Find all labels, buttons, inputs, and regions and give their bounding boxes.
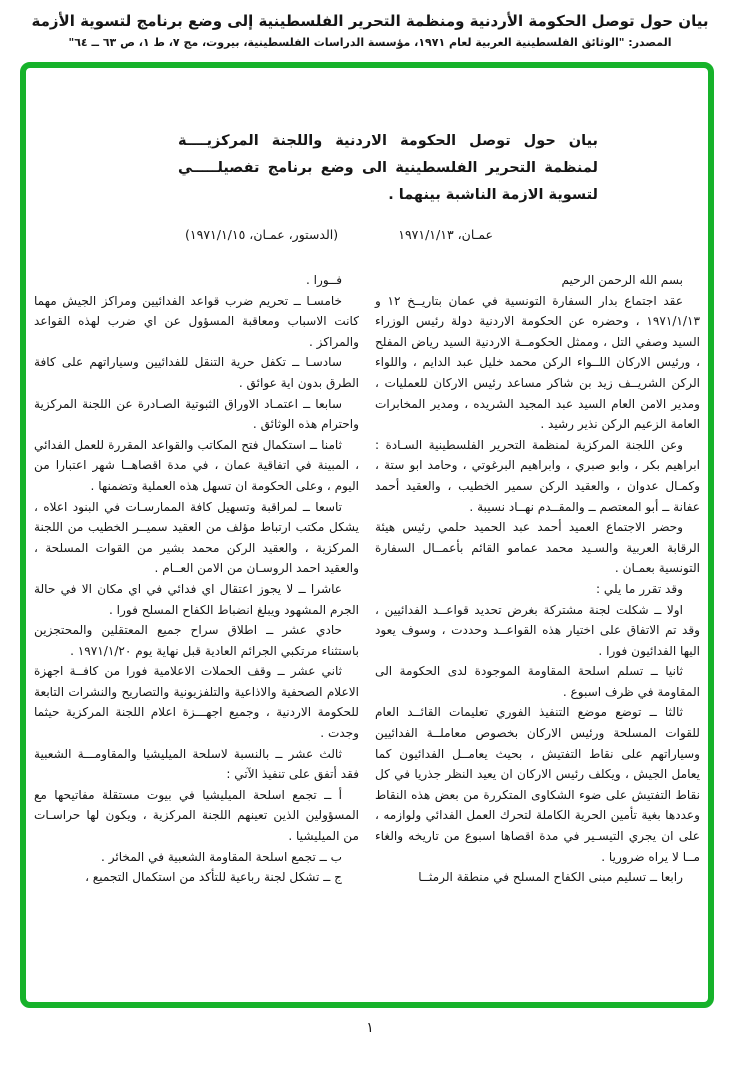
paragraph: ثامنا ــ استكمال فتح المكاتب والقواعد المقررة للعمل الفدائي ، المبينة في اتفاقية عمان ، في مدة اقصاهــا شهر اعتبارا من اليوم ، وعلى الحكومة ان تسهل هذه العملية وتضمنها . <box>34 437 359 493</box>
document-title-line-2: لمنظمة التحرير الفلسطينية الى وضع برنامج تفصيلـــــي <box>178 160 598 176</box>
column-left <box>34 270 359 888</box>
paragraph: سابعا ــ اعتمـاد الاوراق الثبوتية الصـادرة عن اللجنة المركزية واحترام هذه الوثائق . <box>34 396 359 432</box>
paragraph: تاسعا ــ لمراقبة وتسهيل كافة الممارسـات في البنود اعلاه ، يشكل مكتب ارتباط مؤلف من العقيد سميــر الخطيب من اللجنة المركزية ، والعقيد الركن محمد بشير من القوات المسلحة ، والعقيد احمد الروسـان من الامن العــام . <box>34 499 359 576</box>
paragraph: اولا ــ شكلت لجنة مشتركة بغرض تحديد قواعــد الفدائيين ، وقد تم الاتفاق على اختيار هذه القواعــد وحددت ، وسوف يعود اليها الفدائيون فورا . <box>375 602 700 658</box>
document-columns <box>26 270 708 888</box>
column-right <box>375 270 700 888</box>
document-frame <box>20 62 714 1008</box>
paragraph: ب ــ تجمع اسلحة المقاومة الشعبية في المخائر . <box>101 849 342 864</box>
paragraph: ثالث عشر ــ بالنسبة لاسلحة الميليشيا والمقاومـــة الشعبية فقد أتفق على تنفيذ الآتي : <box>34 746 359 782</box>
paragraph: عقد اجتماع بدار السفارة التونسية في عمان بتاريــخ ١٢ و ١٩٧١/١/١٣ ، وحضره عن الحكومة الاردنية دولة رئيس الوزراء السيد وصفي التل ، وممثل الحكومــة الاردنية السيد رياض المفلح ، ورئيس الاركان اللــواء الركن محمد خليل عبد الدايم ، واللواء الركن الشريــف زيد بن شاكر مساعد رئيس الاركان للعمليات ، ومدير الامن العام السيد عبد المجيد الشريده ، ومدير المخابرات العامة الزعيم الركن نذير رشيد . <box>375 293 700 432</box>
page-number: ١ <box>366 1020 374 1036</box>
paragraph: رابعا ــ تسليم مبنى الكفاح المسلح في منطقة الرمثــا <box>418 870 683 885</box>
paragraph: عاشرا ــ لا يجوز اعتقال اي فدائي في اي مكان الا في حالة الجرم المشهود ويبلغ انضباط الكفاح المسلح فورا . <box>34 581 359 617</box>
paragraph: خامسـا ــ تحريم ضرب قواعد الفدائيين ومراكز الجيش مهما كانت الاسباب ومعاقبة المسؤول عن اي ضرب لهذه القواعد والمراكز . <box>34 293 359 349</box>
dateline-place-date: عمـان، ١٩٧١/١/١٣ <box>398 227 493 242</box>
paragraph: وعن اللجنة المركزية لمنظمة التحرير الفلسطينية السـادة : ابراهيم بكر ، وابو صبري ، وابراهيم البرغوتي ، وحامد ابو ستة ، وكمـال عدوان ، والعقيد الركن سمير الخطيب ، والعقيد أحمد عفانة ــ أبو المعتصم ــ والمقــدم نهــاد نسيبة . <box>375 437 700 514</box>
paragraph: وقد تقرر ما يلي : <box>595 581 683 596</box>
paragraph: ثاني عشر ــ وقف الحملات الاعلامية فورا من كافــة اجهزة الاعلام الصحفية والاذاعية والتلفزيونية والتصاريح والنشرات التابعة للحكومة الاردنية ، وجميع اجهـــزة اعلام اللجنة المركزية حيثما وجدت . <box>34 664 359 741</box>
document-title-line-3: لتسوية الازمة الناشبة بينهما . <box>388 187 598 203</box>
dateline-newspaper-source: (الدستور، عمـان، ١٩٧١/١/١٥) <box>185 227 339 242</box>
paragraph: أ ــ تجمع اسلحة الميليشيا في بيوت مستقلة مفاتيحها مع المسؤولين الذين تعينهم اللجنة المركزية ، ويكون لها حراسـات من الميليشيا . <box>34 787 359 844</box>
dateline <box>185 227 493 242</box>
paragraph: حادي عشر ــ اطلاق سراح جميع المعتقلين والمحتجزين باستثناء مرتكبي الجرائم العادية قبل نهاية يوم ١٩٧١/١/٢٠ . <box>34 623 359 658</box>
paragraph: ثالثا ــ توضع موضع التنفيذ الفوري تعليمات القائــد العام للقوات المسلحة ورئيس الاركان بخصوص معاملــة الفدائيين وسياراتهم على نقاط التفتيش ، بحيث يعامــل الفدائيون كما يعامل الجيش ، ويكلف رئيس الاركان ان يعيد النظر جذريا في كل نقاط التفتيش على ضوء الشكاوى المتكررة من بعض هذه النقاط وعددها بغية تأمين الحرية الكاملة لتحرك العمل الفدائي ولوازمه ، على ان يجري التيسـير في مدة اقصاها اسبوع من تاريخه والغاء مــا لا يراه ضروريا . <box>375 705 700 864</box>
header-title: بيان حول توصل الحكومة الأردنية ومنظمة التحرير الفلسطينية إلى وضع برنامج لتسوية الأزمة <box>31 12 709 30</box>
header-source: المصدر: "الوثائق الفلسطينية العربية لعام ١٩٧١، مؤسسة الدراسات الفلسطينية، بيروت، مج ٧، ط ١، ص ٦٣ ــ ٦٤" <box>68 36 672 49</box>
paragraph: سادسـا ــ تكفل حرية التنقل للفدائيين وسياراتهم على كافة الطرق بدون اية عوائق . <box>34 355 359 390</box>
paragraph: وحضر الاجتماع العميد أحمد عبد الحميد حلمي رئيس هيئة الرقابة العربية والسـيد محمد عمامو القائم بأعمــال السفارة التونسية بعمـان . <box>375 520 700 576</box>
paragraph: ج ــ تشكل لجنة رباعية للتأكد من استكمال التجميع ، <box>85 870 342 885</box>
document-title <box>178 128 598 209</box>
document-title-line-1: بيان حول توصل الحكومة الاردنية واللجنة المركزيــــة <box>178 133 598 149</box>
paragraph: بسم الله الرحمن الرحيم <box>561 273 683 287</box>
page-header <box>30 10 710 51</box>
paragraph: ثانيا ــ تسلم اسلحة المقاومة الموجودة لدى الحكومة الى المقاومة في ظرف اسبوع . <box>375 664 700 699</box>
paragraph: فــورا . <box>305 273 342 287</box>
